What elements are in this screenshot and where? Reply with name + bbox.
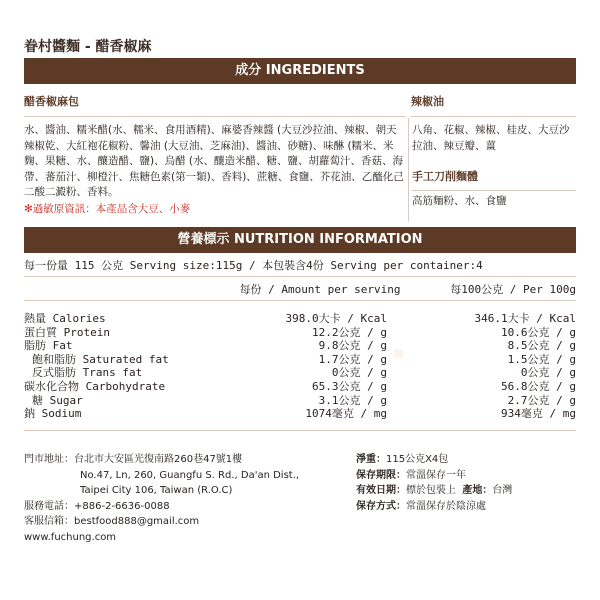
per-serving-value: 0公克 / g (331, 366, 387, 380)
website: www.fuchung.com (24, 531, 117, 543)
nutrient-label: 熱量 Calories (24, 312, 106, 325)
table-row (24, 366, 576, 380)
contact-block (24, 452, 344, 545)
shelf-life: 常溫保存一年 (406, 469, 466, 481)
table-row (24, 407, 576, 421)
per-serving-value: 398.0大卡 / Kcal (285, 312, 387, 325)
per-serving-value: 3.1公克 / g (318, 393, 387, 407)
serving-size-line: 每一份量 115 公克 Serving size:115g / 本包裝含4份 Serving per container:4 (24, 256, 576, 277)
per-100g-value: 0公克 / g (520, 366, 576, 380)
storage-label: 保存方式： (356, 500, 406, 512)
ingredients-section (24, 88, 576, 221)
phone-number: +886-2-6636-0088 (74, 500, 170, 512)
per-100g-value: 8.5公克 / g (507, 339, 576, 353)
product-title: 眷村醬麵 - 醋香椒麻 (24, 39, 152, 55)
sauce-pack-header: 醋香椒麻包 (24, 88, 406, 117)
per-100g-value: 10.6公克 / g (501, 325, 576, 339)
per-serving-value: 65.3公克 / g (312, 379, 387, 393)
table-divider-top (24, 300, 576, 301)
nutrient-label: 脂肪 Fat (24, 339, 73, 353)
net-weight-label: 淨重： (356, 454, 386, 465)
per-serving-value: 12.2公克 / g (312, 325, 387, 339)
storage: 常溫保存於陰涼處 (406, 500, 486, 512)
email-line (24, 514, 344, 530)
column-divider (408, 118, 409, 221)
phone-label: 服務電話： (24, 500, 74, 512)
storage-line (356, 499, 576, 515)
email-label: 客服信箱： (24, 516, 74, 527)
noodle-header: 手工刀削麵體 (412, 164, 576, 191)
nutrient-label: 碳水化合物 Carbohydrate (24, 379, 166, 393)
table-row (24, 394, 576, 408)
per-serving-value: 9.8公克 / g (318, 339, 387, 353)
address-line (24, 452, 344, 468)
shelf-life-label: 保存期限： (356, 469, 406, 481)
table-row (24, 312, 576, 326)
table-row (24, 353, 576, 367)
address-en-line1: No.47, Ln, 260, Guangfu S. Rd., Da'an Dist., (80, 469, 300, 481)
table-row (24, 326, 576, 340)
expiry-line (356, 483, 576, 499)
nutrition-heading: 營養標示 NUTRITION INFORMATION (24, 227, 576, 253)
expiry-label: 有效日期： (356, 485, 406, 496)
per-100g-header: 每100公克 / Per 100g (434, 280, 576, 301)
sauce-pack-ingredients: 水、醬油、糯米醋(水、糯米、食用酒精)、麻婆香辣醬 (大豆沙拉油、辣椒、朝天辣椒乾、大紅袍花椒粉、馨油 (大豆油、芝麻油)、醬油、砂糖)、味醂 (糯米、米麴、果糖、水、釀造醋、鹽)、烏醋 (水、釀造米醋、糖、鹽、胡蘿蔔汁、香菇、海帶、蕃茄汁、柳橙汁、焦糖色素(第一類)、香料)、蔗糖、食鹽、芥花油、乙醯化己二酸二澱粉、香料。 (24, 124, 404, 198)
per-100g-value: 346.1大卡 / Kcal (474, 312, 576, 325)
product-info-block (356, 452, 576, 514)
address-zh: 台北市大安區光復南路260巷47號1樓 (74, 454, 243, 465)
address-label: 門市地址： (24, 454, 74, 465)
nutrition-rows (24, 312, 576, 421)
nutrient-label: 飽和脂肪 Saturated fat (32, 352, 169, 366)
chili-oil-ingredients: 八角、花椒、辣椒、桂皮、大豆沙拉油、辣豆瓣、薑 (412, 124, 570, 152)
table-row (24, 339, 576, 353)
per-serving-value: 1074毫克 / mg (305, 407, 387, 421)
ingredients-heading: 成分 INGREDIENTS (24, 58, 576, 84)
noodle-ingredients: 高筋麵粉、水、食鹽 (412, 195, 507, 207)
per-100g-value: 56.8公克 / g (501, 379, 576, 393)
nutrient-label: 糖 Sugar (32, 393, 83, 407)
net-weight-line (356, 452, 576, 468)
per-100g-value: 2.7公克 / g (507, 393, 576, 407)
email-address: bestfood888@gmail.com (74, 516, 200, 527)
phone-line (24, 499, 344, 515)
nutrient-label: 反式脂肪 Trans fat (32, 366, 143, 380)
per-100g-value: 934毫克 / mg (501, 407, 576, 421)
nutrient-label: 鈉 Sodium (24, 407, 82, 421)
nutrient-label: 蛋白質 Protein (24, 325, 110, 339)
origin-label: 產地： (462, 485, 493, 496)
chili-oil-header: 辣椒油 (411, 88, 576, 117)
address-en-line2: Taipei City 106, Taiwan (R.O.C) (80, 485, 233, 496)
table-row (24, 380, 576, 394)
expiry: 標於包裝上 (406, 485, 456, 496)
table-divider-bottom (24, 430, 576, 431)
per-serving-header: 每份 / Amount per serving (220, 280, 420, 301)
origin: 台灣 (492, 485, 513, 496)
allergen-info: ✻過敏原資訊：本產品含大豆、小麥 (24, 203, 191, 215)
per-100g-value: 1.5公克 / g (507, 352, 576, 366)
net-weight: 115公克X4包 (386, 454, 449, 465)
per-serving-value: 1.7公克 / g (318, 352, 387, 366)
shelf-life-line (356, 468, 576, 484)
